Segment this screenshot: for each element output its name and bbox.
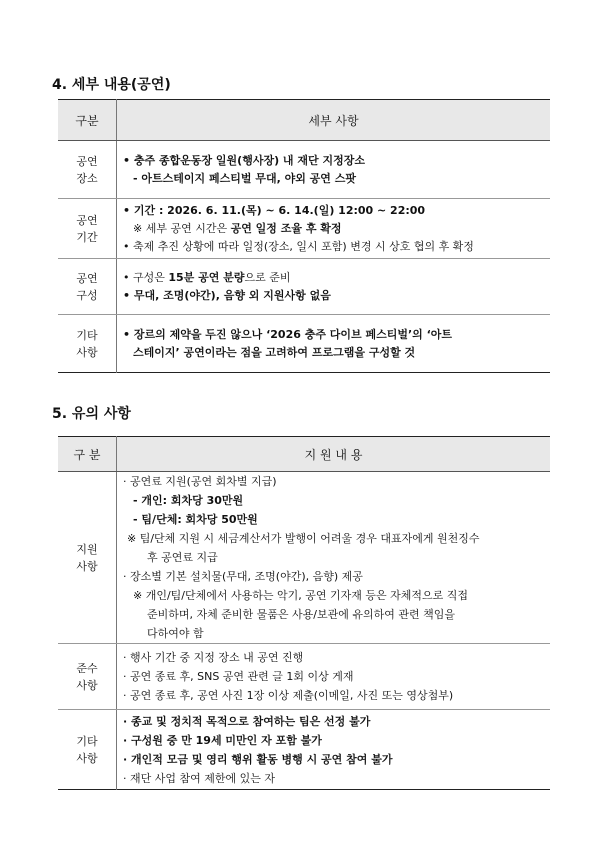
row-detail xyxy=(117,141,551,199)
row-detail xyxy=(117,710,551,790)
list-item: · 장소별 기본 설치물(무대, 조명(야간), 음향) 제공 xyxy=(123,570,363,583)
section-5-title: 5. 유의 사항 xyxy=(52,406,131,422)
detail-table xyxy=(58,99,550,373)
list-item: 준비하며, 자체 준비한 물품은 사용/보관에 유의하여 관련 책임을 xyxy=(147,608,455,621)
table-row xyxy=(58,710,550,790)
list-item: ※ 팀/단체 지원 시 세금계산서가 발행이 어려울 경우 대표자에게 원천징수 xyxy=(127,532,480,545)
list-item: · 행사 기간 중 지정 장소 내 공연 진행 xyxy=(123,651,304,664)
table-row xyxy=(58,472,550,644)
list-item: · 개인적 모금 및 영리 행위 활동 병행 시 공연 참여 불가 xyxy=(123,752,393,766)
header-detail: 세부 사항 xyxy=(117,100,551,141)
row-category: 기타 사항 xyxy=(58,315,117,373)
table-row xyxy=(58,199,550,259)
row-category: 준수 사항 xyxy=(58,644,117,710)
list-item: • 구성은 15분 공연 분량으로 준비 xyxy=(123,270,291,284)
header-category: 구 분 xyxy=(58,437,117,472)
list-item: • 기간 : 2026. 6. 11.(목) ~ 6. 14.(일) 12:00 ~ 22:00 xyxy=(123,203,426,217)
section-4-title: 4. 세부 내용(공연) xyxy=(52,77,171,93)
row-category: 공연 장소 xyxy=(58,141,117,199)
list-item: · 공연 종료 후, SNS 공연 관련 글 1회 이상 게재 xyxy=(123,670,354,683)
row-detail xyxy=(117,199,551,259)
row-category: 지원 사항 xyxy=(58,472,117,644)
list-item: · 재단 사업 참여 제한에 있는 자 xyxy=(123,771,275,785)
notes-table xyxy=(58,436,550,790)
table-row xyxy=(58,315,550,373)
list-item: · 종교 및 정치적 목적으로 참여하는 팀은 선정 불가 xyxy=(123,714,371,728)
table-row xyxy=(58,259,550,315)
table-row xyxy=(58,141,550,199)
row-category: 기타 사항 xyxy=(58,710,117,790)
list-item: • 무대, 조명(야간), 음향 외 지원사항 없음 xyxy=(123,288,331,302)
list-item: • 축제 추진 상황에 따라 일정(장소, 일시 포함) 변경 시 상호 협의 후 확정 xyxy=(123,239,474,253)
row-detail xyxy=(117,644,551,710)
list-item: 다하여야 함 xyxy=(147,627,204,640)
row-detail xyxy=(117,472,551,644)
list-item: ※ 개인/팀/단체에서 사용하는 악기, 공연 기자재 등은 자체적으로 직접 xyxy=(133,589,469,602)
table-row xyxy=(58,644,550,710)
row-detail xyxy=(117,315,551,373)
list-item: - 개인: 회차당 30만원 xyxy=(133,494,244,507)
list-item: • 장르의 제약을 두진 않으나 ‘2026 충주 다이브 페스티벌’의 ‘아트 xyxy=(123,327,453,341)
list-item: • 충주 종합운동장 일원(행사장) 내 재단 지정장소 xyxy=(123,153,365,167)
list-item: ※ 세부 공연 시간은 공연 일정 조율 후 확정 xyxy=(133,221,342,235)
header-detail: 지 원 내 용 xyxy=(117,437,551,472)
list-item: · 공연 종료 후, 공연 사진 1장 이상 제출(이메일, 사진 또는 영상첨부) xyxy=(123,689,454,702)
list-item: - 팀/단체: 회차당 50만원 xyxy=(133,513,258,526)
header-category: 구분 xyxy=(58,100,117,141)
list-item: 스테이지’ 공연이라는 점을 고려하여 프로그램을 구성할 것 xyxy=(133,345,416,359)
list-item: 후 공연료 지급 xyxy=(147,551,218,564)
row-category: 공연 구성 xyxy=(58,259,117,315)
list-item: · 공연료 지원(공연 회차별 지급) xyxy=(123,475,277,488)
list-item: - 아트스테이지 페스티벌 무대, 야외 공연 스팟 xyxy=(133,171,357,185)
row-detail xyxy=(117,259,551,315)
list-item: · 구성원 중 만 19세 미만인 자 포함 불가 xyxy=(123,733,322,747)
row-category: 공연 기간 xyxy=(58,199,117,259)
